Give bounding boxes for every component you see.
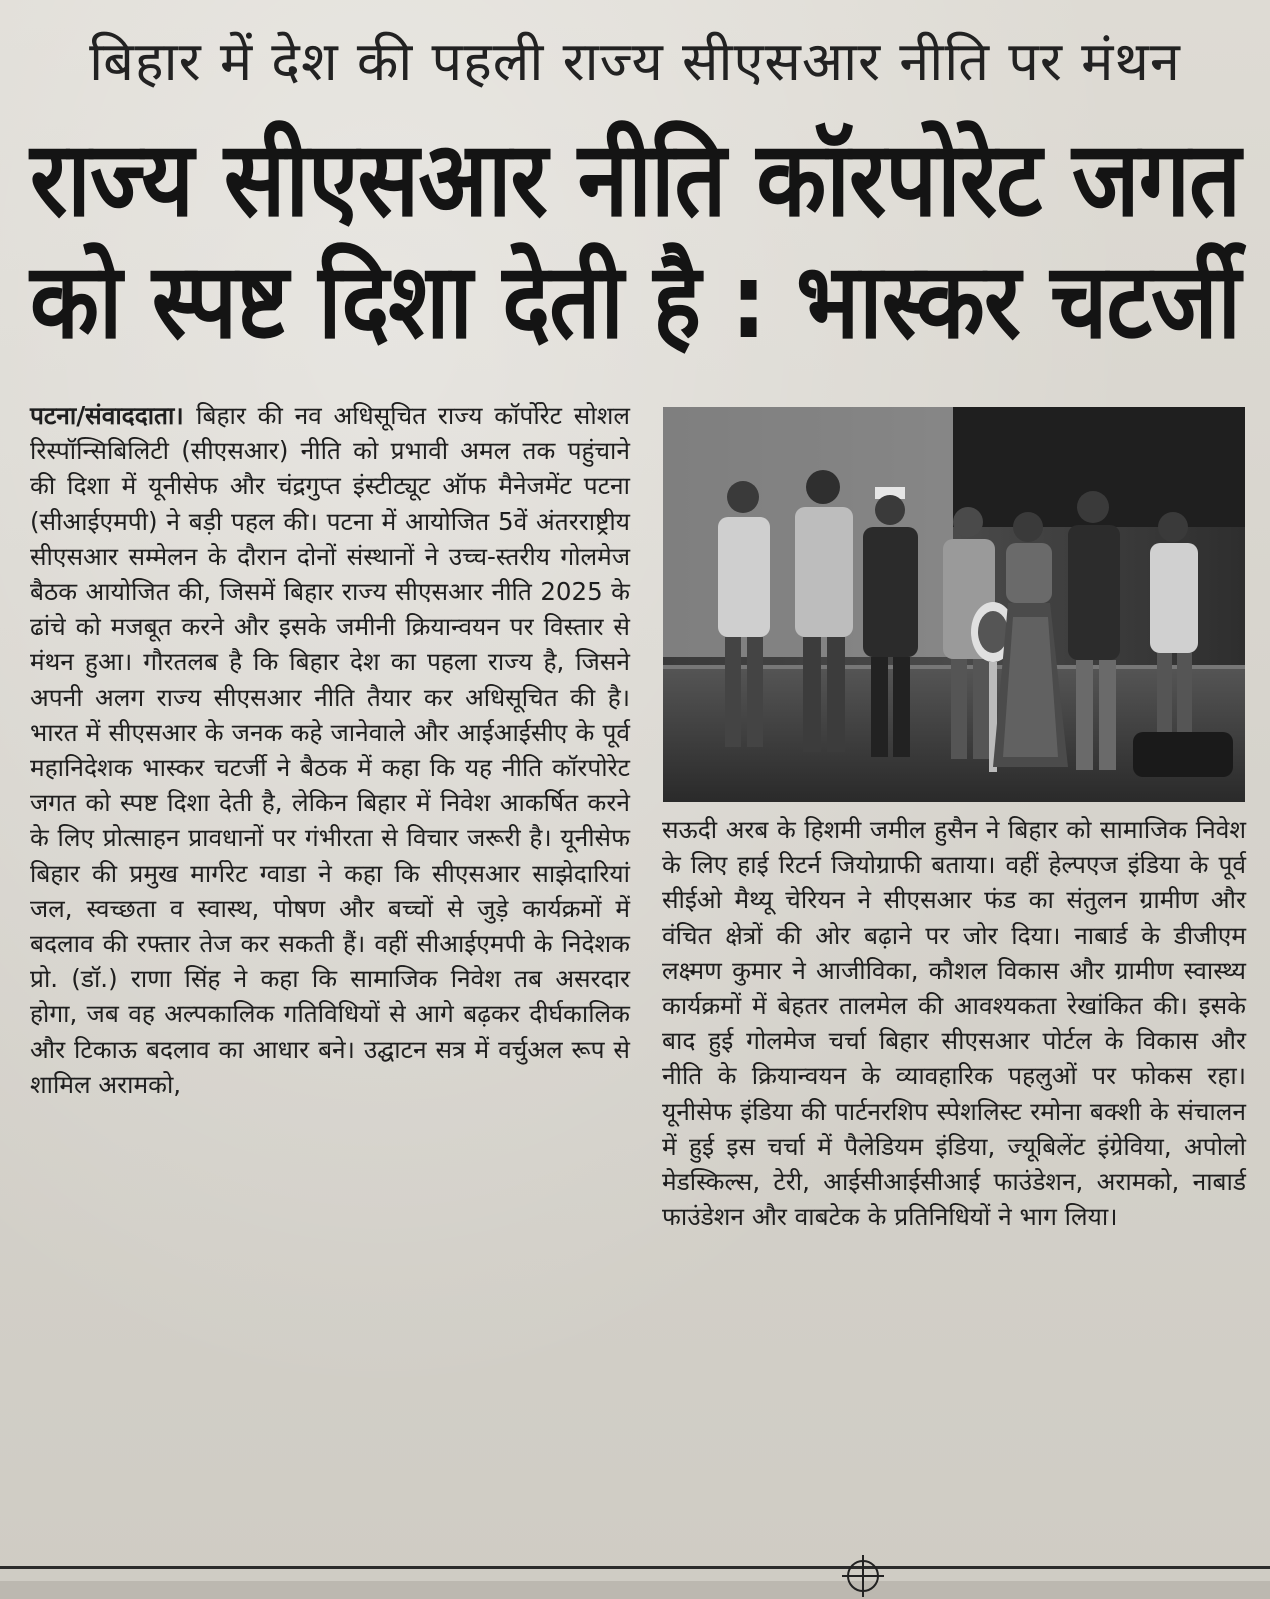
headline-line-1: राज्य सीएसआर नीति कॉरपोरेट जगत: [30, 118, 1241, 240]
bottom-rule: [0, 1566, 1270, 1569]
event-photo: [663, 407, 1245, 802]
kicker-headline: बिहार में देश की पहली राज्य सीएसआर नीति पर मंथन: [89, 30, 1181, 93]
article-body-left: बिहार की नव अधिसूचित राज्य कॉर्पोरेट सोशल रिस्पॉन्सिबिलिटी (सीएसआर) नीति को प्रभावी अमल तक पहुंचाने की दिशा में यूनीसेफ और चंद्रगुप्त इंस्टीट्यूट ऑफ मैनेजमेंट पटना (सीआईएमपी) ने बड़ी पहल की। पटना में आयोजित 5वें अंतरराष्ट्रीय सीएसआर सम्मेलन के दौरान दोनों संस्थानों ने उच्च-स्तरीय गोलमेज बैठक आयोजित की, जिसमें बिहार राज्य सीएसआर नीति 2025 के ढांचे को मजबूत करने और इसके जमीनी क्रियान्वयन पर विस्तार से मंथन हुआ। गौरतलब है कि बिहार देश का पहला राज्य है, जिसने अपनी अलग राज्य सीएसआर नीति तैयार कर अधिसूचित की है। भारत में सीएसआर के जनक कहे जानेवाले और आईआईसीए के पूर्व महानिदेशक भास्कर चटर्जी ने बैठक में कहा कि यह नीति कॉरपोरेट जगत को स्पष्ट दिशा देती है, लेकिन बिहार में निवेश आकर्षित करने के लिए प्रोत्साहन प्रावधानों पर गंभीरता से विचार जरूरी है। यूनीसेफ बिहार की प्रमुख मार्गरेट ग्वाडा ने कहा कि सीएसआर साझेदारियां जल, स्वच्छता व स्वास्थ, पोषण और बच्चों से जुड़े कार्यक्रमों में बदलाव की रफ्तार तेज कर सकती हैं। वहीं सीआईएमपी के निदेशक प्रो. (डॉ.) राणा सिंह ने कहा कि सामाजिक निवेश तब असरदार होगा, जब वह अल्पकालिक गतिविधियों से आगे बढ़कर दीर्घकालिक और टिकाऊ बदलाव का आधार बने। उद्घाटन सत्र में वर्चुअल रूप से शामिल अरामको,: [30, 401, 630, 1099]
stage-photo-illustration: [663, 407, 1245, 802]
article-column-right: [662, 812, 1246, 1234]
byline: पटना/संवाददाता।: [30, 401, 197, 430]
registration-mark-icon: [840, 1553, 886, 1599]
article-body-right: सऊदी अरब के हिशमी जमील हुसैन ने बिहार को सामाजिक निवेश के लिए हाई रिटर्न जियोग्राफी बताया। वहीं हेल्पएज इंडिया के पूर्व सीईओ मैथ्यू चेरियन ने सीएसआर फंड का संतुलन ग्रामीण और वंचित क्षेत्रों की ओर बढ़ाने पर जोर दिया। नाबार्ड के डीजीएम लक्ष्मण कुमार ने आजीविका, कौशल विकास और ग्रामीण स्वास्थ्य कार्यक्रमों में बेहतर तालमेल की आवश्यकता रेखांकित की। इसके बाद हुई गोलमेज चर्चा बिहार सीएसआर पोर्टल के विकास और नीति के क्रियान्वयन के व्यावहारिक पहलुओं पर फोकस रहा। यूनीसेफ इंडिया की पार्टनरशिप स्पेशलिस्ट रमोना बक्शी के संचालन में हुई इस चर्चा में पैलेडियम इंडिया, ज्यूबिलेंट इंग्रेविया, अपोलो मेडस्किल्स, टेरी, आईसीआईसीआई फाउंडेशन, अरामको, नाबार्ड फाउंडेशन और वाबटेक के प्रतिनिधियों ने भाग लिया।: [662, 815, 1246, 1232]
page-edge-strip: [0, 1581, 1270, 1599]
headline-line-2: को स्पष्ट दिशा देती है : भास्कर चटर्जी: [30, 240, 1241, 362]
article-column-left: [30, 398, 630, 1102]
main-headline: [30, 118, 1240, 362]
